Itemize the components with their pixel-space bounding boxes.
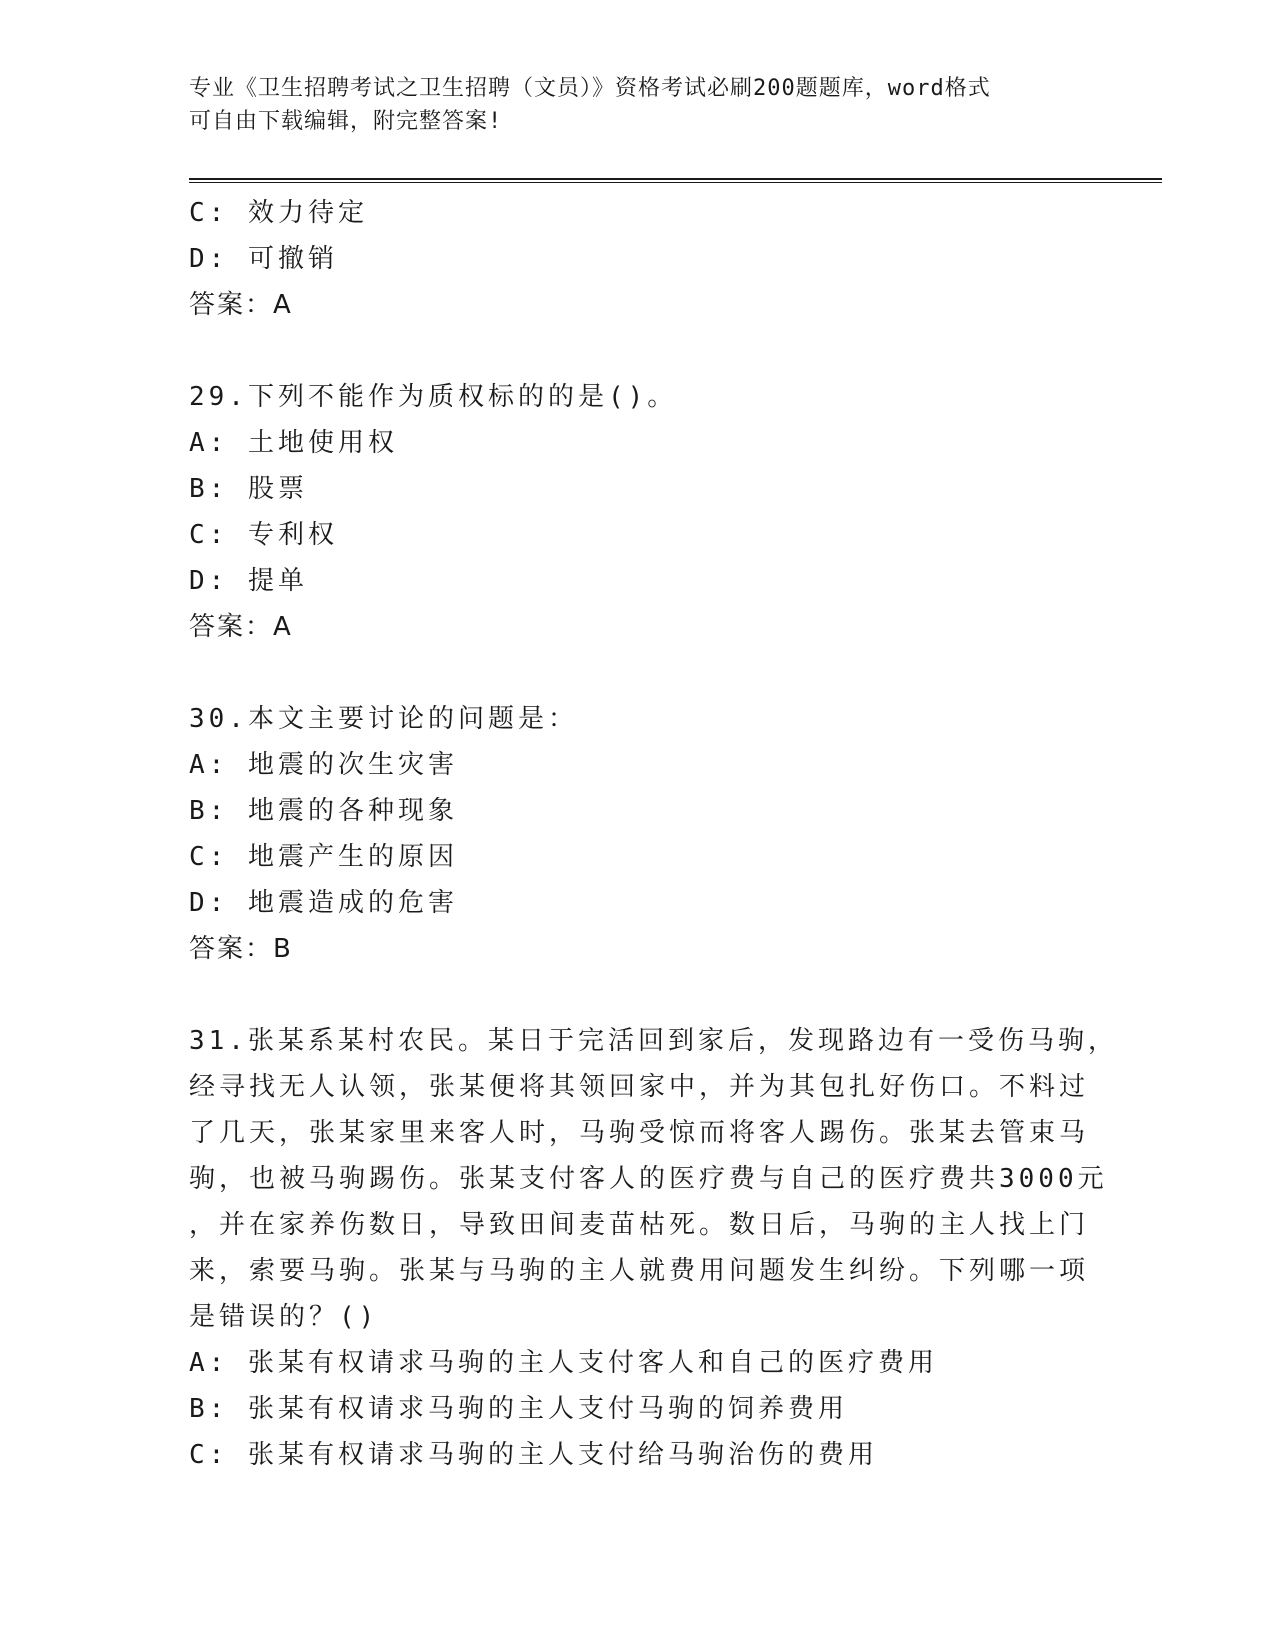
question-stem [189, 1018, 1118, 1340]
option-b: B: 张某有权请求马驹的主人支付马驹的饲养费用 [189, 1394, 848, 1424]
stem-line: ，并在家养伤数日，导致田间麦苗枯死。数日后，马驹的主人找上门 [189, 1210, 1090, 1240]
stem-line: 经寻找无人认领，张某便将其领回家中，并为其包扎好伤口。不料过 [189, 1072, 1090, 1102]
option-a: A: 张某有权请求马驹的主人支付客人和自己的医疗费用 [189, 1348, 938, 1378]
question-stem: 29.下列不能作为质权标的的是()。 [189, 382, 678, 412]
stem-line: 31.张某系某村农民。某日于完活回到家后，发现路边有一受伤马驹， [189, 1026, 1118, 1056]
option-c: C: 张某有权请求马驹的主人支付给马驹治伤的费用 [189, 1440, 878, 1470]
spacer [189, 972, 1089, 1018]
option-a: A: 土地使用权 [189, 428, 398, 458]
option-c: C: 地震产生的原因 [189, 842, 458, 872]
stem-line: 来，索要马驹。张某与马驹的主人就费用问题发生纠纷。下列哪一项 [189, 1256, 1090, 1286]
answer-line: 答案：A [189, 290, 293, 320]
answer-line: 答案：A [189, 612, 293, 642]
stem-line: 驹，也被马驹踢伤。张某支付客人的医疗费与自己的医疗费共3000元 [189, 1164, 1108, 1194]
option-b: B: 股票 [189, 474, 308, 504]
spacer [189, 328, 1089, 374]
header-title-line-2: 可自由下载编辑，附完整答案! [189, 109, 503, 134]
option-a: A: 地震的次生灾害 [189, 750, 458, 780]
option-d: D: 提单 [189, 566, 308, 596]
option-d: D: 可撤销 [189, 244, 338, 274]
answer-line: 答案：B [189, 934, 293, 964]
stem-line: 了几天，张某家里来客人时，马驹受惊而将客人踢伤。张某去管束马 [189, 1118, 1090, 1148]
option-c: C: 效力待定 [189, 198, 368, 228]
question-28-tail [189, 190, 1089, 328]
question-31 [189, 1018, 1118, 1478]
stem-line: 是错误的？() [189, 1302, 379, 1332]
header-divider [189, 178, 1162, 183]
question-stem: 30.本文主要讨论的问题是： [189, 704, 578, 734]
option-b: B: 地震的各种现象 [189, 796, 458, 826]
document-header [189, 72, 1089, 138]
spacer [189, 650, 1089, 696]
question-30 [189, 696, 1089, 972]
header-title-line-1: 专业《卫生招聘考试之卫生招聘（文员）》资格考试必刷200题题库，word格式 [189, 76, 991, 101]
question-29 [189, 374, 1089, 650]
question-list [189, 190, 1118, 1478]
option-c: C: 专利权 [189, 520, 338, 550]
option-d: D: 地震造成的危害 [189, 888, 458, 918]
